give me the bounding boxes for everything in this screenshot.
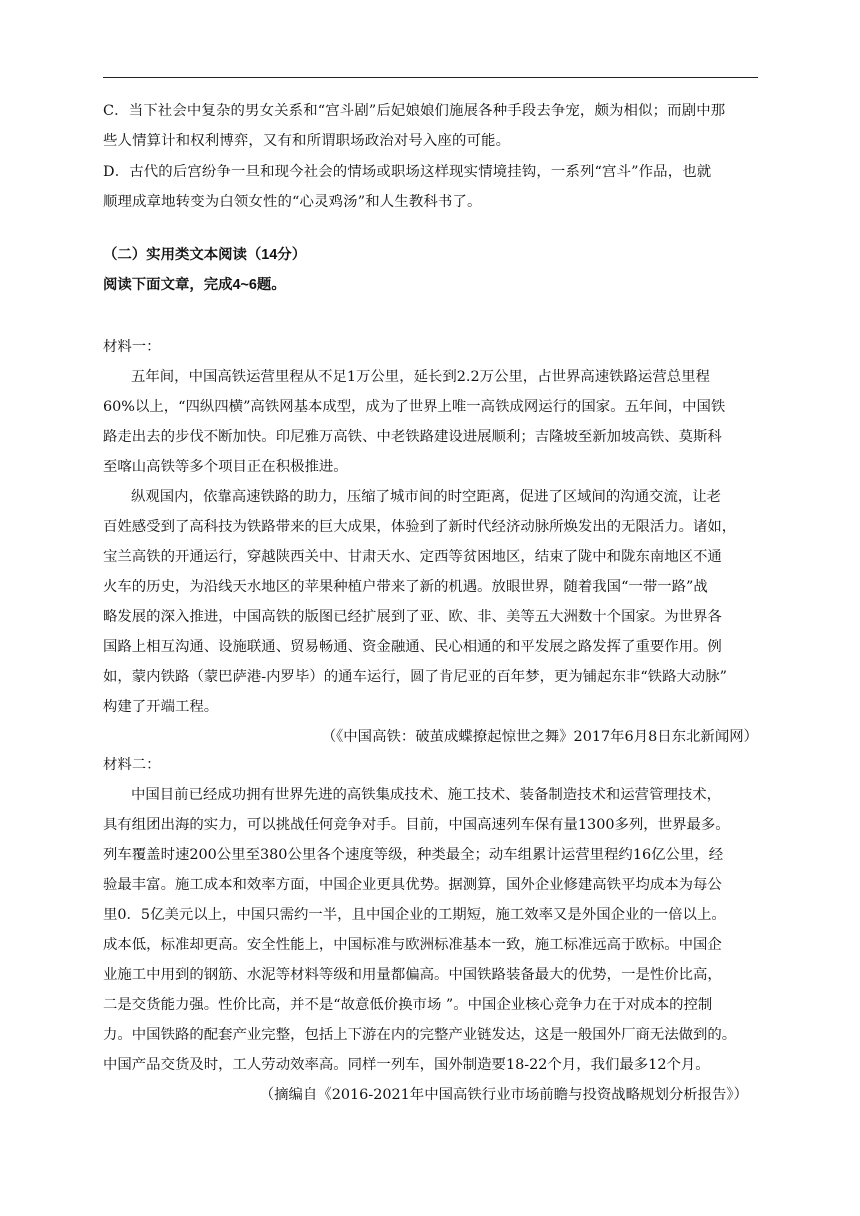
material-1-line: 百姓感受到了高科技为铁路带来的巨大成果，体验到了新时代经济动脉所焕发出的无限活力。诸如， (103, 519, 737, 535)
material-1-line: 略发展的深入推进，中国高铁的版图已经扩展到了亚、欧、非、美等五大洲数十个国家。为世界各 (103, 609, 722, 625)
material-1-line: 60%以上，“四纵四横”高铁网基本成型，成为了世界上唯一高铁成网运行的国家。五年间，中国铁 (103, 399, 726, 415)
header-rule (103, 77, 758, 78)
material-1-line: 五年间，中国高铁运营里程从不足1万公里，延长到2.2万公里，占世界高速铁路运营总里程 (131, 369, 710, 385)
material-1-line: 国路上相互沟通、设施联通、贸易畅通、资金融通、民心相通的和平发展之路发挥了重要作用。例 (103, 639, 722, 655)
material-1-line: 路走出去的步伐不断加快。印尼雅万高铁、中老铁路建设进展顺利；吉隆坡至新加坡高铁、莫斯科 (103, 429, 722, 445)
material-1-source: （《中国高铁：破茧成蝶撩起惊世之舞》2017年6月8日东北新闻网） (321, 729, 758, 745)
material-1-label: 材料一： (103, 339, 161, 355)
material-2-line: 验最丰富。施工成本和效率方面，中国企业更具优势。据测算，国外企业修建高铁平均成本为每公 (103, 877, 722, 893)
material-2-line: 成本低，标准却更高。安全性能上，中国标准与欧洲标准基本一致，施工标准远高于欧标。中国企 (103, 937, 722, 953)
material-2-line: 力。中国铁路的配套产业完整，包括上下游在内的完整产业链发达，这是一般国外厂商无法做到的。 (103, 1027, 737, 1043)
option-d-line-1: D．古代的后宫纷争一旦和现今社会的情场或职场这样现实情境挂钩，一系列“宫斗”作品，也就 (103, 164, 712, 180)
material-1-line: 火车的历史，为沿线天水地区的苹果种植户带来了新的机遇。放眼世界，随着我国“一带一路”战 (103, 579, 708, 595)
material-1-line: 宝兰高铁的开通运行，穿越陕西关中、甘肃天水、定西等贫困地区，结束了陇中和陇东南地区不通 (103, 549, 722, 565)
material-2-label: 材料二： (103, 757, 161, 773)
material-2-line: 里0．5亿美元以上，中国只需约一半，且中国企业的工期短，施工效率又是外国企业的一倍以上。 (103, 907, 726, 923)
material-2-line: 业施工中用到的钢筋、水泥等材料等级和用量都偏高。中国铁路装备最大的优势，一是性价比高， (103, 967, 722, 983)
section-instruction: 阅读下面文章，完成4~6题。 (103, 277, 286, 293)
material-2-line: 中国目前已经成功拥有世界先进的高铁集成技术、施工技术、装备制造技术和运营管理技术， (131, 787, 722, 803)
material-2-line: 中国产品交货及时，工人劳动效率高。同样一列车，国外制造要18-22个月，我们最多12个月。 (103, 1057, 710, 1073)
material-1-line: 构建了开端工程。 (103, 699, 219, 715)
option-c-line-1: C．当下社会中复杂的男女关系和“宫斗剧”后妃娘娘们施展各种手段去争宠，颇为相似；而剧中那 (103, 103, 726, 119)
material-2-source: （摘编自《2016-2021年中国高铁行业市场前瞻与投资战略规划分析报告》） (259, 1087, 748, 1103)
material-2-line: 二是交货能力强。性价比高，并不是“故意低价换市场 ”。中国企业核心竞争力在于对成本的控制 (103, 997, 713, 1013)
material-1-line: 如，蒙内铁路（蒙巴萨港-内罗毕）的通车运行，圆了肯尼亚的百年梦，更为铺起东非“铁路大动脉” (103, 669, 727, 685)
option-c-line-2: 些人情算计和权利博弈，又有和所谓职场政治对号入座的可能。 (103, 133, 511, 149)
material-2-line: 具有组团出海的实力，可以挑战任何竞争对手。目前，中国高速列车保有量1300多列，世界最多。 (103, 817, 730, 833)
material-1-line: 至喀山高铁等多个项目正在积极推进。 (103, 459, 348, 475)
material-1-line: 纵观国内，依靠高速铁路的助力，压缩了城市间的时空距离，促进了区域间的沟通交流，让老 (131, 489, 722, 505)
section-heading: （二）实用类文本阅读（14分） (103, 247, 307, 263)
material-2-line: 列车覆盖时速200公里至380公里各个速度等级，种类最全；动车组累计运营里程约16亿公里，经 (103, 847, 724, 863)
option-d-line-2: 顺理成章地转变为白领女性的“心灵鸡汤”和人生教科书了。 (103, 194, 482, 210)
